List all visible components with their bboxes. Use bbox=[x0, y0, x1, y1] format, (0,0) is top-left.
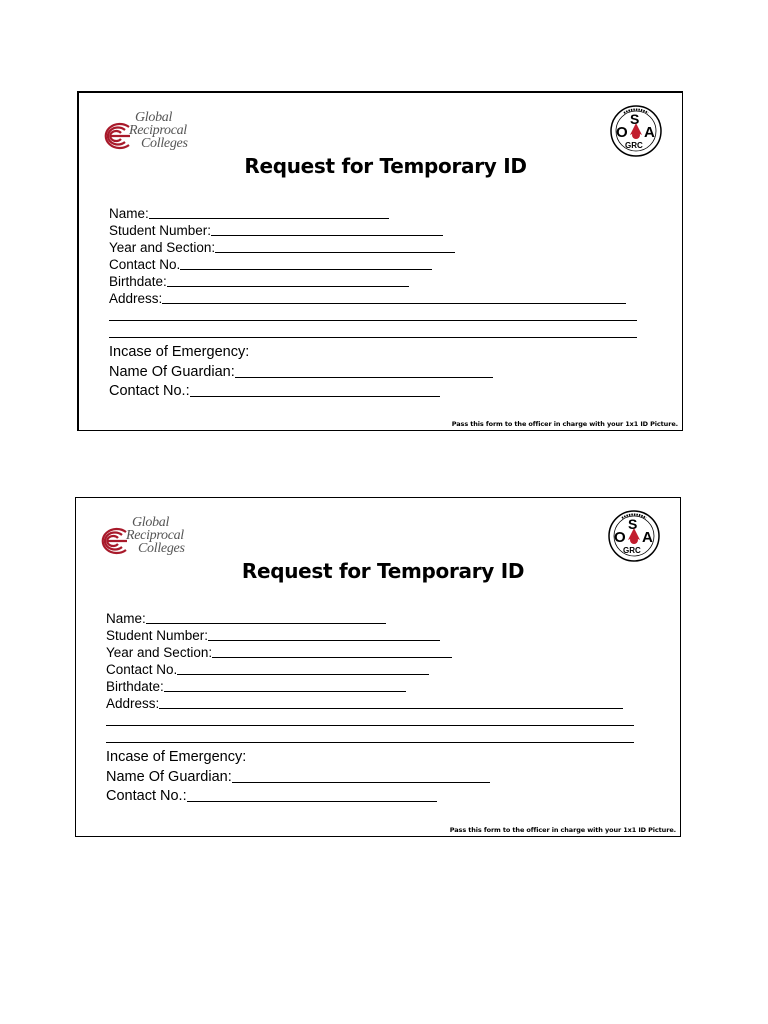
logo-line-3: Colleges bbox=[138, 541, 185, 556]
name-line[interactable] bbox=[149, 205, 389, 219]
birthdate-line[interactable] bbox=[167, 273, 409, 287]
address-line[interactable] bbox=[159, 695, 623, 709]
year-section-line[interactable] bbox=[215, 239, 455, 253]
address-field[interactable] bbox=[109, 290, 649, 307]
college-logo bbox=[95, 111, 205, 155]
form-title: Request for Temporary ID bbox=[244, 154, 527, 178]
form-footer-note: Pass this form to the officer in charge with your 1x1 ID Picture. bbox=[451, 420, 678, 428]
birthdate-line[interactable] bbox=[164, 678, 406, 692]
address-line-3[interactable] bbox=[106, 729, 646, 746]
student-number-line[interactable] bbox=[211, 222, 443, 236]
college-logo-icon bbox=[92, 526, 128, 556]
form-fields bbox=[109, 205, 649, 401]
form-title: Request for Temporary ID bbox=[241, 559, 525, 583]
contact-line[interactable] bbox=[177, 661, 429, 675]
guardian-label: Name Of Guardian: bbox=[109, 363, 235, 380]
seal-bottom-text: GRC bbox=[625, 141, 643, 150]
name-label: Name: bbox=[106, 611, 146, 626]
osa-seal bbox=[608, 510, 660, 562]
name-field[interactable] bbox=[109, 205, 649, 222]
guardian-field[interactable] bbox=[106, 769, 646, 787]
birthdate-field[interactable] bbox=[106, 678, 646, 695]
address-field[interactable] bbox=[106, 695, 646, 712]
address-line-3-rule[interactable] bbox=[109, 324, 637, 338]
logo-line-1: Global bbox=[135, 110, 173, 125]
seal-letter-right: A bbox=[642, 529, 653, 546]
emergency-contact-label: Contact No.: bbox=[109, 383, 190, 399]
contact-line[interactable] bbox=[180, 256, 432, 270]
logo-line-2: Reciprocal bbox=[129, 123, 187, 138]
year-section-label: Year and Section: bbox=[106, 645, 213, 660]
emergency-contact-field[interactable] bbox=[109, 383, 649, 401]
address-line-2-rule[interactable] bbox=[106, 712, 634, 726]
address-line[interactable] bbox=[162, 290, 626, 304]
year-section-label: Year and Section: bbox=[109, 240, 216, 255]
student-number-label: Student Number: bbox=[106, 628, 209, 643]
logo-line-1: Global bbox=[132, 515, 170, 530]
student-number-field[interactable] bbox=[109, 222, 649, 239]
emergency-contact-line[interactable] bbox=[187, 788, 437, 802]
emergency-heading-label: Incase of Emergency: bbox=[109, 344, 250, 360]
student-number-label: Student Number: bbox=[109, 223, 212, 238]
address-line-2-rule[interactable] bbox=[109, 307, 637, 321]
name-line[interactable] bbox=[146, 610, 386, 624]
year-section-field[interactable] bbox=[106, 644, 646, 661]
college-logo-icon bbox=[95, 121, 131, 151]
seal-letter-right: A bbox=[644, 124, 655, 141]
guardian-line[interactable] bbox=[235, 364, 493, 378]
emergency-contact-field[interactable] bbox=[106, 788, 646, 806]
year-section-line[interactable] bbox=[212, 644, 452, 658]
contact-label: Contact No. bbox=[109, 257, 181, 272]
address-line-2[interactable] bbox=[109, 307, 649, 324]
seal-letter-top: S bbox=[628, 516, 638, 532]
contact-label: Contact No. bbox=[106, 662, 178, 677]
logo-line-3: Colleges bbox=[141, 136, 188, 151]
student-number-field[interactable] bbox=[106, 627, 646, 644]
form-fields bbox=[106, 610, 646, 806]
emergency-heading bbox=[106, 749, 646, 767]
seal-letter-top: S bbox=[630, 111, 640, 127]
contact-field[interactable] bbox=[106, 661, 646, 678]
address-line-3-rule[interactable] bbox=[106, 729, 634, 743]
address-label: Address: bbox=[109, 291, 163, 306]
temporary-id-form-2 bbox=[75, 497, 681, 837]
osa-seal bbox=[610, 105, 662, 157]
seal-letter-left: O bbox=[614, 529, 626, 546]
address-line-2[interactable] bbox=[106, 712, 646, 729]
birthdate-label: Birthdate: bbox=[109, 274, 167, 289]
year-section-field[interactable] bbox=[109, 239, 649, 256]
emergency-contact-label: Contact No.: bbox=[106, 788, 187, 804]
address-label: Address: bbox=[106, 696, 160, 711]
emergency-contact-line[interactable] bbox=[190, 383, 440, 397]
student-number-line[interactable] bbox=[208, 627, 440, 641]
temporary-id-form-1 bbox=[77, 91, 683, 431]
form-footer-note: Pass this form to the officer in charge with your 1x1 ID Picture. bbox=[449, 826, 676, 834]
logo-line-2: Reciprocal bbox=[126, 528, 184, 543]
seal-letter-left: O bbox=[616, 124, 628, 141]
birthdate-field[interactable] bbox=[109, 273, 649, 290]
address-line-3[interactable] bbox=[109, 324, 649, 341]
guardian-field[interactable] bbox=[109, 364, 649, 382]
birthdate-label: Birthdate: bbox=[106, 679, 164, 694]
contact-field[interactable] bbox=[109, 256, 649, 273]
emergency-heading bbox=[109, 344, 649, 362]
name-field[interactable] bbox=[106, 610, 646, 627]
name-label: Name: bbox=[109, 206, 149, 221]
guardian-label: Name Of Guardian: bbox=[106, 768, 232, 785]
seal-bottom-text: GRC bbox=[623, 546, 641, 555]
college-logo bbox=[92, 516, 202, 560]
guardian-line[interactable] bbox=[232, 769, 490, 783]
emergency-heading-label: Incase of Emergency: bbox=[106, 749, 247, 765]
